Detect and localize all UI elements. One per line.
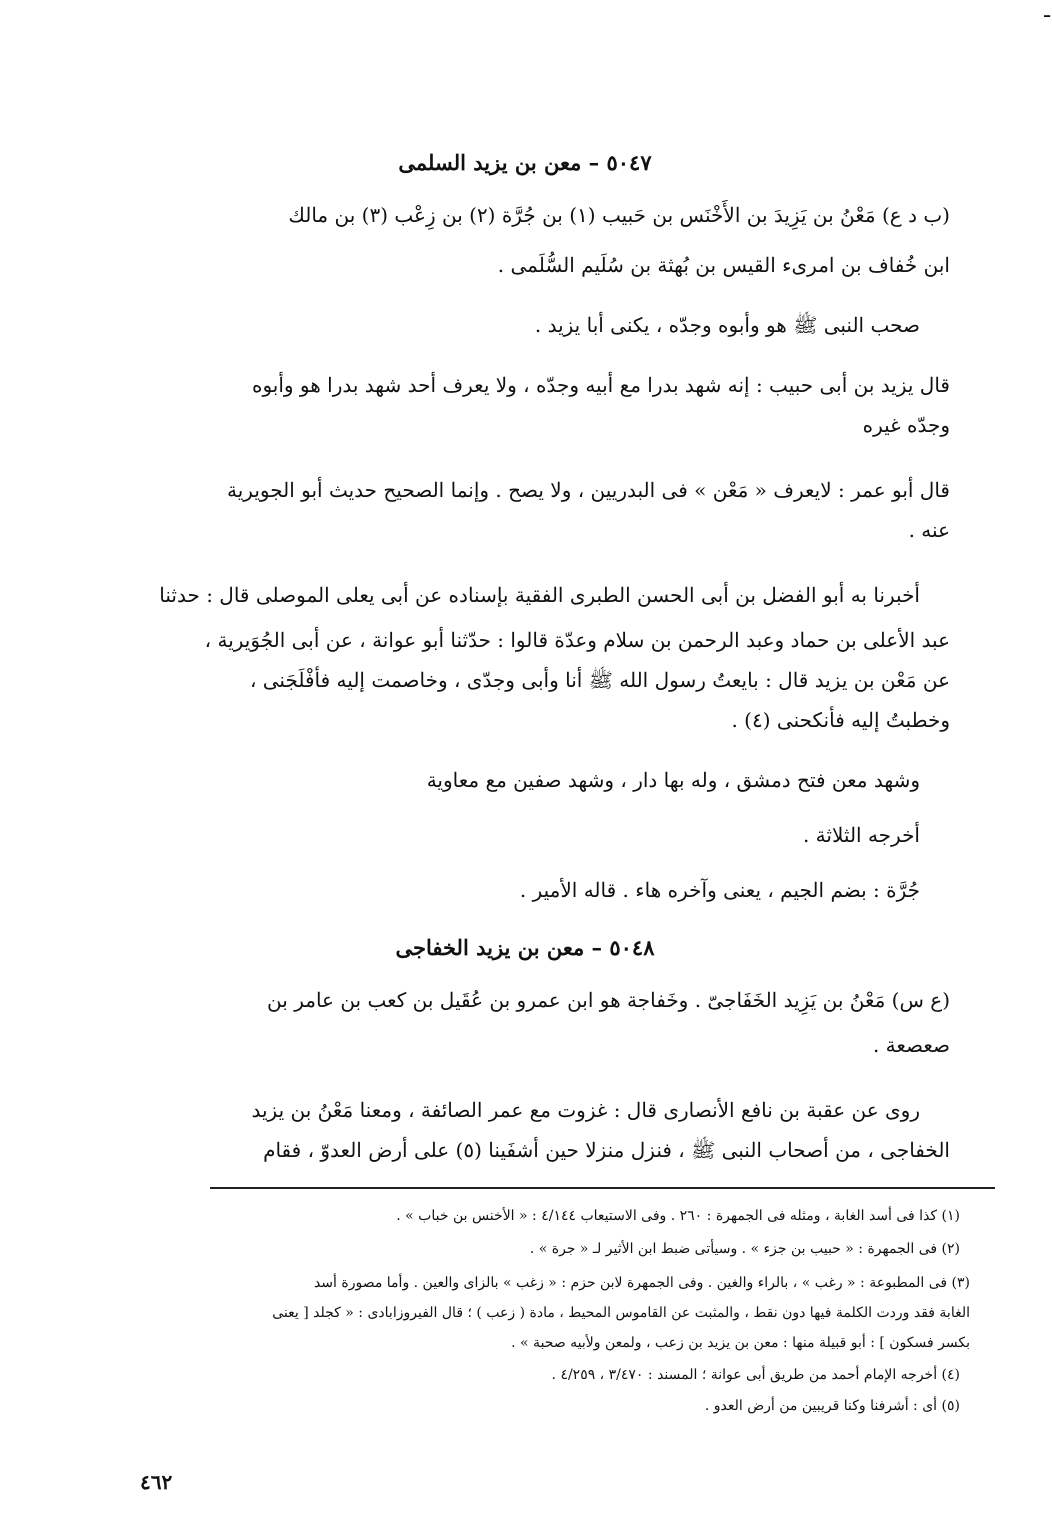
page-number: ٤٦٢: [140, 1470, 173, 1494]
text-line: صحب النبى ﷺ هو وأبوه وجدّه ، يكنى أبا يزيد .: [534, 313, 920, 337]
text-line: عنه .: [908, 518, 950, 542]
entry-heading: ٥٠٤٨ – معن بن يزيد الخفاجى: [395, 935, 655, 960]
text-line: عبد الأعلى بن حماد وعبد الرحمن بن سلام وعدّة قالوا : حدّثنا أبو عوانة ، عن أبى الجُوَيرية ،: [204, 628, 950, 652]
text-line: أخرجه الثلاثة .: [802, 823, 920, 847]
text-line: أخبرنا به أبو الفضل بن أبى الحسن الطبرى الفقية بإسناده عن أبى يعلى الموصلى قال : حدثنا: [159, 583, 920, 607]
corner-mark: ـ: [1044, 0, 1050, 22]
text-line: وشهد معن فتح دمشق ، وله بها دار ، وشهد صفين مع معاوية: [426, 768, 920, 792]
footnote: (١) كذا فى أسد الغابة ، ومثله فى الجمهرة : ٢٦٠ . وفى الاستيعاب ٤/١٤٤ : « الأخنس بن خباب » .: [396, 1208, 960, 1224]
text-line: صعصعة .: [872, 1033, 950, 1057]
text-line: جُرَّة : بضم الجيم ، يعنى وآخره هاء . قاله الأمير .: [519, 878, 920, 902]
text-line: وجدّه غيره: [862, 413, 950, 437]
footnote: الغابة فقد وردت الكلمة فيها دون نقط ، والمثبت عن القاموس المحيط ، مادة ( زعب ) ؛ قال الفيروزابادى : « كجلد [ يعنى: [272, 1305, 970, 1321]
text-line: وخطبتُ إليه فأنكحنى (٤) .: [731, 708, 950, 732]
text-line: الخفاجى ، من أصحاب النبى ﷺ ، فنزل منزلا حين أشفَينا (٥) على أرض العدوّ ، فقام: [263, 1138, 950, 1162]
text-line: (ب د ع) مَعْنُ بن يَزِيدَ بن الأَخْنَس بن حَبيب (١) بن جُرَّة (٢) بن زِعْب (٣) بن مالك: [288, 203, 950, 227]
footnote-separator: [210, 1187, 995, 1189]
footnote: (٥) أى : أشرفنا وكنا قريبين من أرض العدو .: [704, 1398, 960, 1414]
entry-heading: ٥٠٤٧ – معن بن يزيد السلمى: [398, 150, 652, 175]
text-line: روى عن عقبة بن نافع الأنصارى قال : غزوت مع عمر الصائفة ، ومعنا مَعْنُ بن يزيد: [251, 1098, 920, 1122]
text-line: ابن خُفاف بن امرىء القيس بن بُهثة بن سُلَيم السُّلَمى .: [497, 253, 950, 277]
text-line: عن مَعْن بن يزيد قال : بايعتُ رسول الله ﷺ أنا وأبى وجدّى ، وخاصمت إليه فأفْلَجَنى ،: [249, 668, 950, 692]
text-line: قال أبو عمر : لايعرف « مَعْن » فى البدريين ، ولا يصح . وإنما الصحيح حديث أبو الجويرية: [227, 478, 950, 502]
text-line: قال يزيد بن أبى حبيب : إنه شهد بدرا مع أبيه وجدّه ، ولا يعرف أحد شهد بدرا هو وأبوه: [251, 373, 950, 397]
footnote: (٢) فى الجمهرة : « حبيب بن جزء » . وسيأتى ضبط ابن الأثير لـ « جرة » .: [529, 1241, 960, 1257]
text-line: (ع س) مَعْنُ بن يَزِيد الخَفَاجىّ . وخَفاجة هو ابن عمرو بن عُقَيل بن كعب بن عامر بن: [267, 988, 950, 1012]
footnote: بكسر فسكون ] : أبو قبيلة منها : معن بن يزيد بن زعب ، ولمعن ولأبيه صحبة » .: [511, 1335, 970, 1351]
footnote: (٣) فى المطبوعة : « رغب » ، بالراء والغين . وفى الجمهرة لابن حزم : « زغب » بالزاى والعين . وأما مصورة أسد: [313, 1275, 970, 1291]
footnote: (٤) أخرجه الإمام أحمد من طريق أبى عوانة ؛ المسند : ٣/٤٧٠ ، ٤/٢٥٩ .: [551, 1367, 960, 1383]
